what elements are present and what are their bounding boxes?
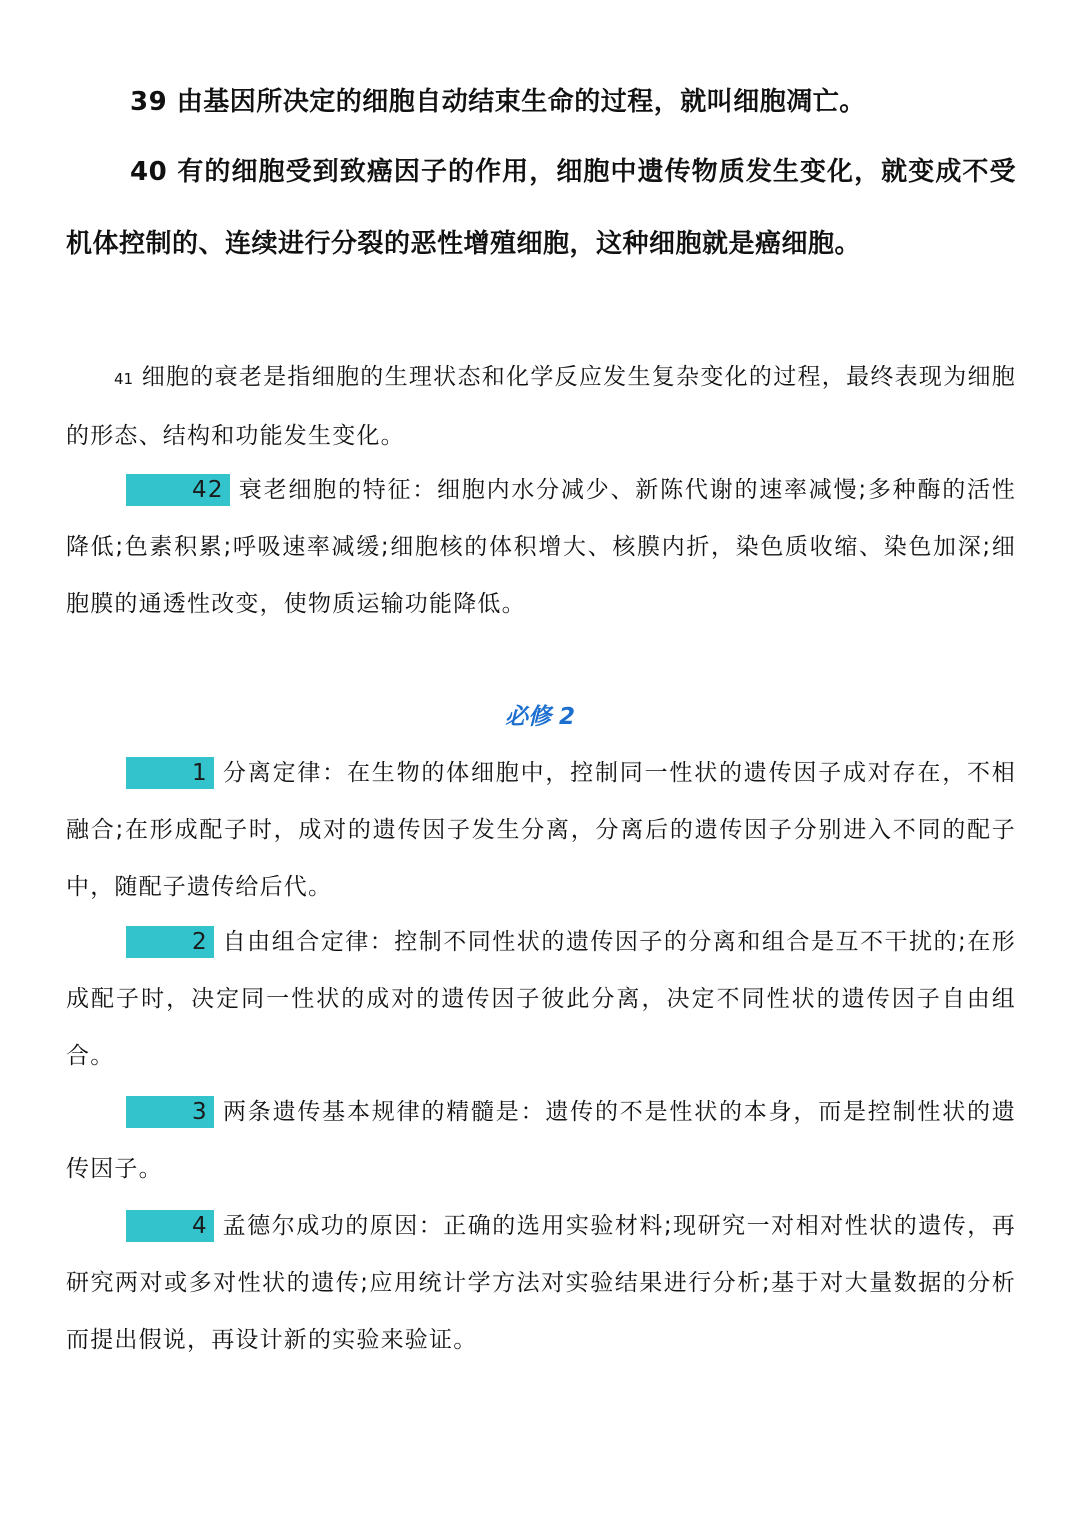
item-number: 40 — [130, 157, 168, 187]
item-number: 39 — [130, 87, 168, 117]
paragraph-40 — [66, 136, 1016, 280]
item-text: 由基因所决定的细胞自动结束生命的过程，就叫细胞凋亡。 — [176, 87, 866, 117]
item-number-highlight: 4 — [126, 1210, 214, 1242]
section-item-4 — [66, 1198, 1016, 1369]
paragraph-41 — [66, 349, 1016, 465]
item-text: 衰老细胞的特征：细胞内水分减少、新陈代谢的速率减慢;多种酶的活性降低;色素积累;呼吸速率减缓;细胞核的体积增大、核膜内折，染色质收缩、染色加深;细胞膜的通透性改变，使物质运输功能降低。 — [66, 477, 1017, 617]
item-number-highlight: 3 — [126, 1096, 214, 1128]
item-number-highlight: 42 — [126, 474, 230, 506]
section-item-3 — [66, 1084, 1016, 1198]
item-number-highlight: 2 — [126, 926, 214, 958]
paragraph-39 — [66, 66, 1016, 138]
item-text: 孟德尔成功的原因：正确的选用实验材料;现研究一对相对性状的遗传，再研究两对或多对性状的遗传;应用统计学方法对实验结果进行分析;基于对大量数据的分析而提出假说，再设计新的实验来验证。 — [66, 1213, 1016, 1353]
item-number-highlight: 1 — [126, 757, 214, 789]
section-item-2 — [66, 914, 1016, 1085]
paragraph-42 — [66, 462, 1016, 633]
item-text: 分离定律：在生物的体细胞中，控制同一性状的遗传因子成对存在，不相融合;在形成配子时，成对的遗传因子发生分离，分离后的遗传因子分别进入不同的配子中，随配子遗传给后代。 — [66, 760, 1017, 900]
item-text: 有的细胞受到致癌因子的作用，细胞中遗传物质发生变化，就变成不受机体控制的、连续进行分裂的恶性增殖细胞，这种细胞就是癌细胞。 — [66, 157, 1016, 259]
item-number: 41 — [114, 370, 134, 388]
section-heading: 必修 2 — [504, 704, 575, 730]
item-text: 细胞的衰老是指细胞的生理状态和化学反应发生复杂变化的过程，最终表现为细胞的形态、结构和功能发生变化。 — [66, 364, 1017, 449]
item-text: 两条遗传基本规律的精髓是：遗传的不是性状的本身，而是控制性状的遗传因子。 — [66, 1099, 1017, 1182]
section-item-1 — [66, 745, 1016, 916]
item-text: 自由组合定律：控制不同性状的遗传因子的分离和组合是互不干扰的;在形成配子时，决定同一性状的成对的遗传因子彼此分离，决定不同性状的遗传因子自由组合。 — [66, 929, 1016, 1069]
